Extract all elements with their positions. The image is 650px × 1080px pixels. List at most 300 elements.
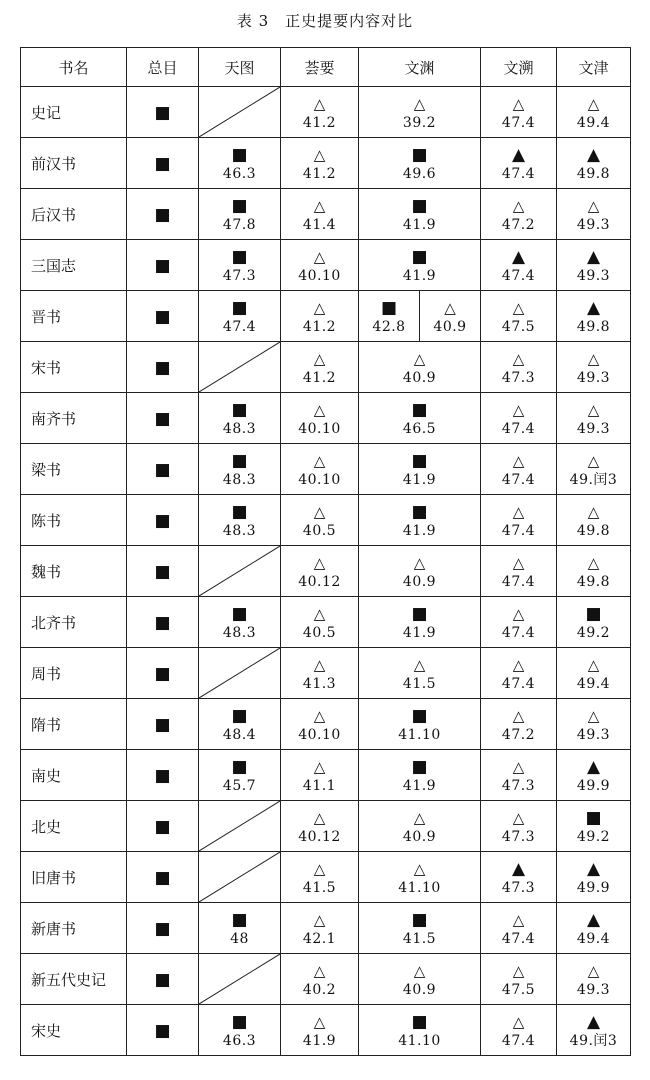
zongmu-cell: [127, 444, 199, 495]
book-name-cell: 史记: [21, 87, 127, 138]
wenyuan-cell: [359, 240, 481, 291]
huiyao-cell: [281, 240, 359, 291]
wenyuan-cell: [359, 852, 481, 903]
status-symbol: △: [587, 401, 600, 419]
status-symbol: △: [512, 95, 525, 113]
volume-number: 49.4: [576, 931, 611, 947]
filled-square-icon: ■: [154, 358, 171, 378]
status-symbol: ■: [411, 706, 428, 726]
volume-number: 40.9: [402, 982, 437, 998]
wenjin-cell: [557, 444, 631, 495]
wensu-cell: [481, 1005, 557, 1056]
volume-number: 46.3: [222, 166, 257, 182]
status-symbol: ▲: [586, 145, 601, 165]
status-symbol: △: [587, 707, 600, 725]
status-symbol: △: [313, 860, 326, 878]
wenjin-cell: [557, 342, 631, 393]
filled-square-icon: ■: [154, 1021, 171, 1041]
status-symbol: △: [512, 452, 525, 470]
volume-number: 40.5: [302, 625, 337, 641]
tiantu-cell: [199, 138, 281, 189]
table-row: [21, 903, 631, 954]
wensu-cell: [481, 597, 557, 648]
tiantu-cell: [199, 444, 281, 495]
wenjin-cell: [557, 903, 631, 954]
wensu-cell: [481, 954, 557, 1005]
col-header-wensu: 文溯: [481, 48, 557, 87]
status-symbol: ■: [411, 196, 428, 216]
volume-number: 41.5: [402, 931, 437, 947]
tiantu-cell-empty: [199, 852, 281, 903]
zongmu-cell: [127, 189, 199, 240]
huiyao-cell: [281, 699, 359, 750]
status-symbol: ■: [231, 298, 248, 318]
volume-number: 46.3: [222, 1033, 257, 1049]
volume-number: 49.4: [576, 676, 611, 692]
wenyuan-cell: [359, 393, 481, 444]
zongmu-cell: [127, 903, 199, 954]
volume-number: 40.9: [402, 574, 437, 590]
volume-number: 49.2: [576, 829, 611, 845]
wenyuan-cell: [359, 648, 481, 699]
status-symbol: ■: [231, 706, 248, 726]
volume-number: 41.9: [402, 625, 437, 641]
filled-square-icon: ■: [154, 409, 171, 429]
book-name-cell: 魏书: [21, 546, 127, 597]
diagonal-slash-icon: [199, 648, 280, 698]
tiantu-cell: [199, 495, 281, 546]
huiyao-cell: [281, 954, 359, 1005]
filled-square-icon: ■: [154, 715, 171, 735]
zongmu-cell: [127, 342, 199, 393]
tiantu-cell-empty: [199, 342, 281, 393]
book-name-cell: 新唐书: [21, 903, 127, 954]
wenyuan-cell: [359, 750, 481, 801]
status-symbol: △: [313, 503, 326, 521]
table-row: [21, 648, 631, 699]
status-symbol: ■: [231, 451, 248, 471]
wenyuan-cell: [359, 444, 481, 495]
wensu-cell: [481, 189, 557, 240]
status-symbol: ■: [231, 247, 248, 267]
volume-number: 41.2: [302, 319, 337, 335]
status-symbol: △: [413, 95, 426, 113]
status-symbol: △: [587, 350, 600, 368]
book-name-cell: 南史: [21, 750, 127, 801]
volume-number: 47.5: [501, 982, 536, 998]
status-symbol: ▲: [586, 910, 601, 930]
status-symbol: ▲: [511, 859, 526, 879]
wenyuan-cell: [359, 87, 481, 138]
volume-number: 47.2: [501, 217, 536, 233]
table-row: [21, 546, 631, 597]
wenjin-cell: [557, 393, 631, 444]
volume-number: 49.3: [576, 217, 611, 233]
comparison-table: [20, 47, 631, 1056]
volume-number: 45.7: [222, 778, 257, 794]
huiyao-cell: [281, 189, 359, 240]
status-symbol: ■: [411, 910, 428, 930]
huiyao-cell: [281, 444, 359, 495]
diagonal-slash-icon: [199, 852, 280, 902]
volume-number: 49.9: [576, 778, 611, 794]
volume-number: 46.5: [402, 421, 437, 437]
zongmu-cell: [127, 495, 199, 546]
volume-number: 47.3: [501, 880, 536, 896]
zongmu-cell: [127, 852, 199, 903]
volume-number: 40.10: [298, 727, 341, 743]
table-row: [21, 852, 631, 903]
huiyao-cell: [281, 903, 359, 954]
huiyao-cell: [281, 342, 359, 393]
volume-number: 41.5: [402, 676, 437, 692]
wensu-cell: [481, 240, 557, 291]
volume-number: 49.8: [576, 166, 611, 182]
volume-number: 40.9: [402, 829, 437, 845]
status-symbol: △: [512, 401, 525, 419]
volume-number: 48: [230, 931, 249, 947]
zongmu-cell: [127, 138, 199, 189]
wensu-cell: [481, 699, 557, 750]
status-symbol: ■: [231, 757, 248, 777]
status-symbol: △: [313, 605, 326, 623]
status-symbol: △: [512, 554, 525, 572]
status-symbol: ■: [231, 400, 248, 420]
status-symbol: △: [413, 962, 426, 980]
status-symbol: △: [313, 299, 326, 317]
status-symbol: △: [313, 350, 326, 368]
col-header-wenjin: 文津: [557, 48, 631, 87]
status-symbol: ■: [411, 247, 428, 267]
book-name-cell: 宋书: [21, 342, 127, 393]
status-symbol: ■: [411, 604, 428, 624]
zongmu-cell: [127, 240, 199, 291]
volume-number: 40.9: [433, 319, 467, 335]
wensu-cell: [481, 852, 557, 903]
volume-number: 41.9: [302, 1033, 337, 1049]
table-row: [21, 240, 631, 291]
status-symbol: ▲: [586, 859, 601, 879]
status-symbol: ■: [411, 502, 428, 522]
volume-number: 41.9: [402, 268, 437, 284]
volume-number: 47.2: [501, 727, 536, 743]
tiantu-cell: [199, 291, 281, 342]
huiyao-cell: [281, 546, 359, 597]
volume-number: 47.3: [501, 370, 536, 386]
status-symbol: △: [587, 197, 600, 215]
wensu-cell: [481, 342, 557, 393]
filled-square-icon: ■: [154, 460, 171, 480]
volume-number: 49.3: [576, 982, 611, 998]
zongmu-cell: [127, 648, 199, 699]
volume-number: 41.5: [302, 880, 337, 896]
table-row: [21, 495, 631, 546]
table-row: [21, 750, 631, 801]
tiantu-cell: [199, 393, 281, 444]
zongmu-cell: [127, 87, 199, 138]
volume-number: 47.4: [501, 472, 536, 488]
status-symbol: ▲: [511, 145, 526, 165]
tiantu-cell-empty: [199, 954, 281, 1005]
filled-square-icon: ■: [154, 766, 171, 786]
diagonal-slash-icon: [199, 87, 280, 137]
wenjin-cell: [557, 87, 631, 138]
wenjin-cell: [557, 852, 631, 903]
table-row: [21, 342, 631, 393]
volume-number: 41.10: [398, 880, 441, 896]
volume-number: 49.8: [576, 319, 611, 335]
wensu-cell: [481, 903, 557, 954]
col-header-book: 书名: [21, 48, 127, 87]
wenyuan-cell: [359, 903, 481, 954]
wenjin-cell: [557, 597, 631, 648]
table-row: [21, 801, 631, 852]
tiantu-cell: [199, 597, 281, 648]
wenyuan-cell: [359, 342, 481, 393]
zongmu-cell: [127, 393, 199, 444]
status-symbol: ■: [231, 502, 248, 522]
status-symbol: ▲: [511, 247, 526, 267]
filled-square-icon: ■: [154, 103, 171, 123]
status-symbol: △: [512, 809, 525, 827]
tiantu-cell-empty: [199, 801, 281, 852]
table-row: [21, 138, 631, 189]
status-symbol: △: [512, 911, 525, 929]
table-row: [21, 699, 631, 750]
zongmu-cell: [127, 291, 199, 342]
volume-number: 39.2: [402, 115, 437, 131]
zongmu-cell: [127, 546, 199, 597]
col-header-wenyuan: 文渊: [359, 48, 481, 87]
volume-number: 49.9: [576, 880, 611, 896]
wensu-cell: [481, 801, 557, 852]
status-symbol: △: [313, 758, 326, 776]
status-symbol: ■: [411, 757, 428, 777]
volume-number: 40.10: [298, 421, 341, 437]
status-symbol: △: [512, 758, 525, 776]
filled-square-icon: ■: [154, 919, 171, 939]
table-caption: 表 3 正史提要内容对比: [236, 12, 414, 30]
wenjin-cell: [557, 1005, 631, 1056]
status-symbol: △: [512, 1013, 525, 1031]
volume-number: 41.1: [302, 778, 337, 794]
wenyuan-cell: [359, 189, 481, 240]
filled-square-icon: ■: [154, 205, 171, 225]
filled-square-icon: ■: [154, 256, 171, 276]
col-header-zongmu: 总目: [127, 48, 199, 87]
book-name-cell: 北齐书: [21, 597, 127, 648]
volume-number: 41.4: [302, 217, 337, 233]
wensu-cell: [481, 87, 557, 138]
wenyuan-cell: [359, 1005, 481, 1056]
volume-number: 41.10: [398, 1033, 441, 1049]
huiyao-cell: [281, 801, 359, 852]
status-symbol: △: [512, 503, 525, 521]
book-name-cell: 北史: [21, 801, 127, 852]
volume-number: 49.3: [576, 268, 611, 284]
volume-number: 49.3: [576, 727, 611, 743]
wenyuan-cell: [359, 138, 481, 189]
wenjin-cell: [557, 138, 631, 189]
status-symbol: ■: [411, 451, 428, 471]
volume-number: 47.3: [222, 268, 257, 284]
volume-number: 47.5: [501, 319, 536, 335]
header-row: [21, 48, 631, 87]
volume-number: 40.12: [298, 574, 341, 590]
status-symbol: △: [444, 299, 456, 317]
wenyuan-cell: [359, 495, 481, 546]
wensu-cell: [481, 393, 557, 444]
volume-number: 42.8: [372, 319, 406, 335]
status-symbol: ▲: [586, 247, 601, 267]
table-row: [21, 189, 631, 240]
huiyao-cell: [281, 87, 359, 138]
status-symbol: △: [313, 248, 326, 266]
table-row: [21, 1005, 631, 1056]
book-name-cell: 前汉书: [21, 138, 127, 189]
wenyuan-cell-split: [359, 291, 481, 342]
wenjin-cell: [557, 801, 631, 852]
huiyao-cell: [281, 597, 359, 648]
table-row: [21, 393, 631, 444]
table-row: [21, 444, 631, 495]
volume-number: 47.4: [501, 115, 536, 131]
wenjin-cell: [557, 189, 631, 240]
status-symbol: △: [512, 605, 525, 623]
status-symbol: △: [512, 350, 525, 368]
volume-number: 41.10: [398, 727, 441, 743]
zongmu-cell: [127, 801, 199, 852]
volume-number: 40.12: [298, 829, 341, 845]
tiantu-cell: [199, 1005, 281, 1056]
status-symbol: △: [512, 962, 525, 980]
status-symbol: △: [587, 554, 600, 572]
huiyao-cell: [281, 495, 359, 546]
filled-square-icon: ■: [154, 868, 171, 888]
status-symbol: △: [313, 809, 326, 827]
zongmu-cell: [127, 699, 199, 750]
tiantu-cell-empty: [199, 546, 281, 597]
status-symbol: △: [587, 962, 600, 980]
filled-square-icon: ■: [154, 154, 171, 174]
diagonal-slash-icon: [199, 546, 280, 596]
volume-number: 47.4: [501, 166, 536, 182]
volume-number: 49.4: [576, 115, 611, 131]
status-symbol: △: [587, 503, 600, 521]
status-symbol: ■: [585, 604, 602, 624]
volume-number: 47.4: [501, 676, 536, 692]
book-name-cell: 宋史: [21, 1005, 127, 1056]
status-symbol: △: [413, 860, 426, 878]
volume-number: 47.3: [501, 778, 536, 794]
status-symbol: △: [587, 656, 600, 674]
wenyuan-cell: [359, 546, 481, 597]
volume-number: 41.3: [302, 676, 337, 692]
wenjin-cell: [557, 240, 631, 291]
volume-number: 49.3: [576, 421, 611, 437]
status-symbol: △: [512, 299, 525, 317]
status-symbol: △: [313, 554, 326, 572]
status-symbol: ■: [380, 298, 398, 318]
status-symbol: △: [587, 95, 600, 113]
volume-number: 49.6: [402, 166, 437, 182]
book-name-cell: 南齐书: [21, 393, 127, 444]
filled-square-icon: ■: [154, 511, 171, 531]
filled-square-icon: ■: [154, 817, 171, 837]
table-row: [21, 954, 631, 1005]
status-symbol: △: [587, 452, 600, 470]
book-name-cell: 新五代史记: [21, 954, 127, 1005]
volume-number: 42.1: [302, 931, 337, 947]
volume-number: 47.4: [501, 574, 536, 590]
table-row: [21, 291, 631, 342]
wenyuan-subcell: [419, 291, 480, 341]
book-name-cell: 隋书: [21, 699, 127, 750]
book-name-cell: 梁书: [21, 444, 127, 495]
wenjin-cell: [557, 291, 631, 342]
tiantu-cell: [199, 750, 281, 801]
volume-number: 48.3: [222, 625, 257, 641]
filled-square-icon: ■: [154, 613, 171, 633]
wenjin-cell: [557, 954, 631, 1005]
volume-number: 47.4: [501, 421, 536, 437]
wensu-cell: [481, 648, 557, 699]
status-symbol: △: [413, 350, 426, 368]
volume-number: 47.8: [222, 217, 257, 233]
huiyao-cell: [281, 852, 359, 903]
volume-number: 47.4: [501, 523, 536, 539]
diagonal-slash-icon: [199, 801, 280, 851]
book-name-cell: 周书: [21, 648, 127, 699]
volume-number: 49.8: [576, 574, 611, 590]
volume-number: 47.4: [501, 268, 536, 284]
zongmu-cell: [127, 1005, 199, 1056]
tiantu-cell: [199, 699, 281, 750]
volume-number: 48.3: [222, 472, 257, 488]
wenjin-cell: [557, 648, 631, 699]
filled-square-icon: ■: [154, 664, 171, 684]
volume-number: 49.8: [576, 523, 611, 539]
status-symbol: △: [413, 656, 426, 674]
diagonal-slash-icon: [199, 954, 280, 1004]
status-symbol: △: [313, 1013, 326, 1031]
book-name-cell: 陈书: [21, 495, 127, 546]
wenjin-cell: [557, 546, 631, 597]
wensu-cell: [481, 291, 557, 342]
volume-number: 40.10: [298, 268, 341, 284]
huiyao-cell: [281, 393, 359, 444]
book-name-cell: 三国志: [21, 240, 127, 291]
volume-number: 49.闰3: [569, 472, 618, 488]
huiyao-cell: [281, 648, 359, 699]
status-symbol: ■: [411, 400, 428, 420]
volume-number: 41.9: [402, 523, 437, 539]
status-symbol: ■: [411, 1012, 428, 1032]
volume-number: 41.9: [402, 472, 437, 488]
volume-number: 48.4: [222, 727, 257, 743]
filled-square-icon: ■: [154, 970, 171, 990]
wenyuan-cell: [359, 699, 481, 750]
status-symbol: ■: [231, 145, 248, 165]
tiantu-cell-empty: [199, 648, 281, 699]
volume-number: 40.5: [302, 523, 337, 539]
status-symbol: △: [313, 401, 326, 419]
book-name-cell: 后汉书: [21, 189, 127, 240]
volume-number: 41.2: [302, 115, 337, 131]
filled-square-icon: ■: [154, 562, 171, 582]
huiyao-cell: [281, 138, 359, 189]
huiyao-cell: [281, 1005, 359, 1056]
